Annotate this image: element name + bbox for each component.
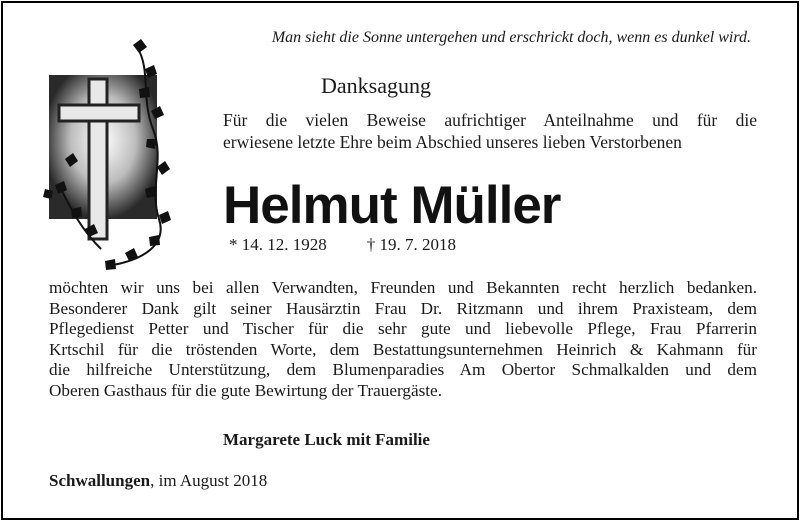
- date-text: , im August 2018: [150, 471, 268, 490]
- thanks-body-text: [49, 278, 757, 402]
- body-line: möchten wir uns bei allen Verwandten, Freunden und Bekannten recht herzlich bedanken.: [49, 278, 757, 297]
- body-line: Pflegedienst Petter und Tischer für die sehr gute und liebevolle Pflege, Frau Pfarrerin: [49, 319, 757, 339]
- place-and-date: [49, 471, 267, 491]
- body-line: die hilfreiche Unterstützung, dem Blumenparadies Am Obertor Schmalkalden und dem: [49, 360, 757, 380]
- intro-line: erwiesene letzte Ehre beim Abschied unseres lieben Verstorbenen: [223, 132, 682, 152]
- intro-line: Für die vielen Beweise aufrichtiger Anteilnahme und für die: [223, 110, 757, 130]
- life-dates: [229, 235, 456, 255]
- cross-with-ivy-icon: [41, 39, 177, 271]
- obituary-notice: [1, 1, 799, 520]
- body-line: Besonderer Dank gilt seiner Hausärztin Frau Dr. Ritzmann und ihrem Praxisteam, dem: [49, 298, 757, 318]
- body-line: Krtschil für die tröstenden Worte, dem Bestattungsunternehmen Heinrich & Kahmann für: [49, 339, 757, 359]
- birth-date: * 14. 12. 1928: [229, 235, 327, 254]
- heading-danksagung: Danksagung: [321, 73, 431, 98]
- signature: Margarete Luck mit Familie: [223, 430, 430, 449]
- place-name: Schwallungen: [49, 471, 151, 490]
- body-line: Oberen Gasthaus für die gute Bewirtung der Trauergäste.: [49, 380, 442, 400]
- death-date: † 19. 7. 2018: [366, 235, 456, 254]
- deceased-name: Helmut Müller: [223, 176, 561, 235]
- motto-quote: Man sieht die Sonne untergehen und erschrickt doch, wenn es dunkel wird.: [271, 29, 751, 46]
- intro-text: [223, 109, 757, 153]
